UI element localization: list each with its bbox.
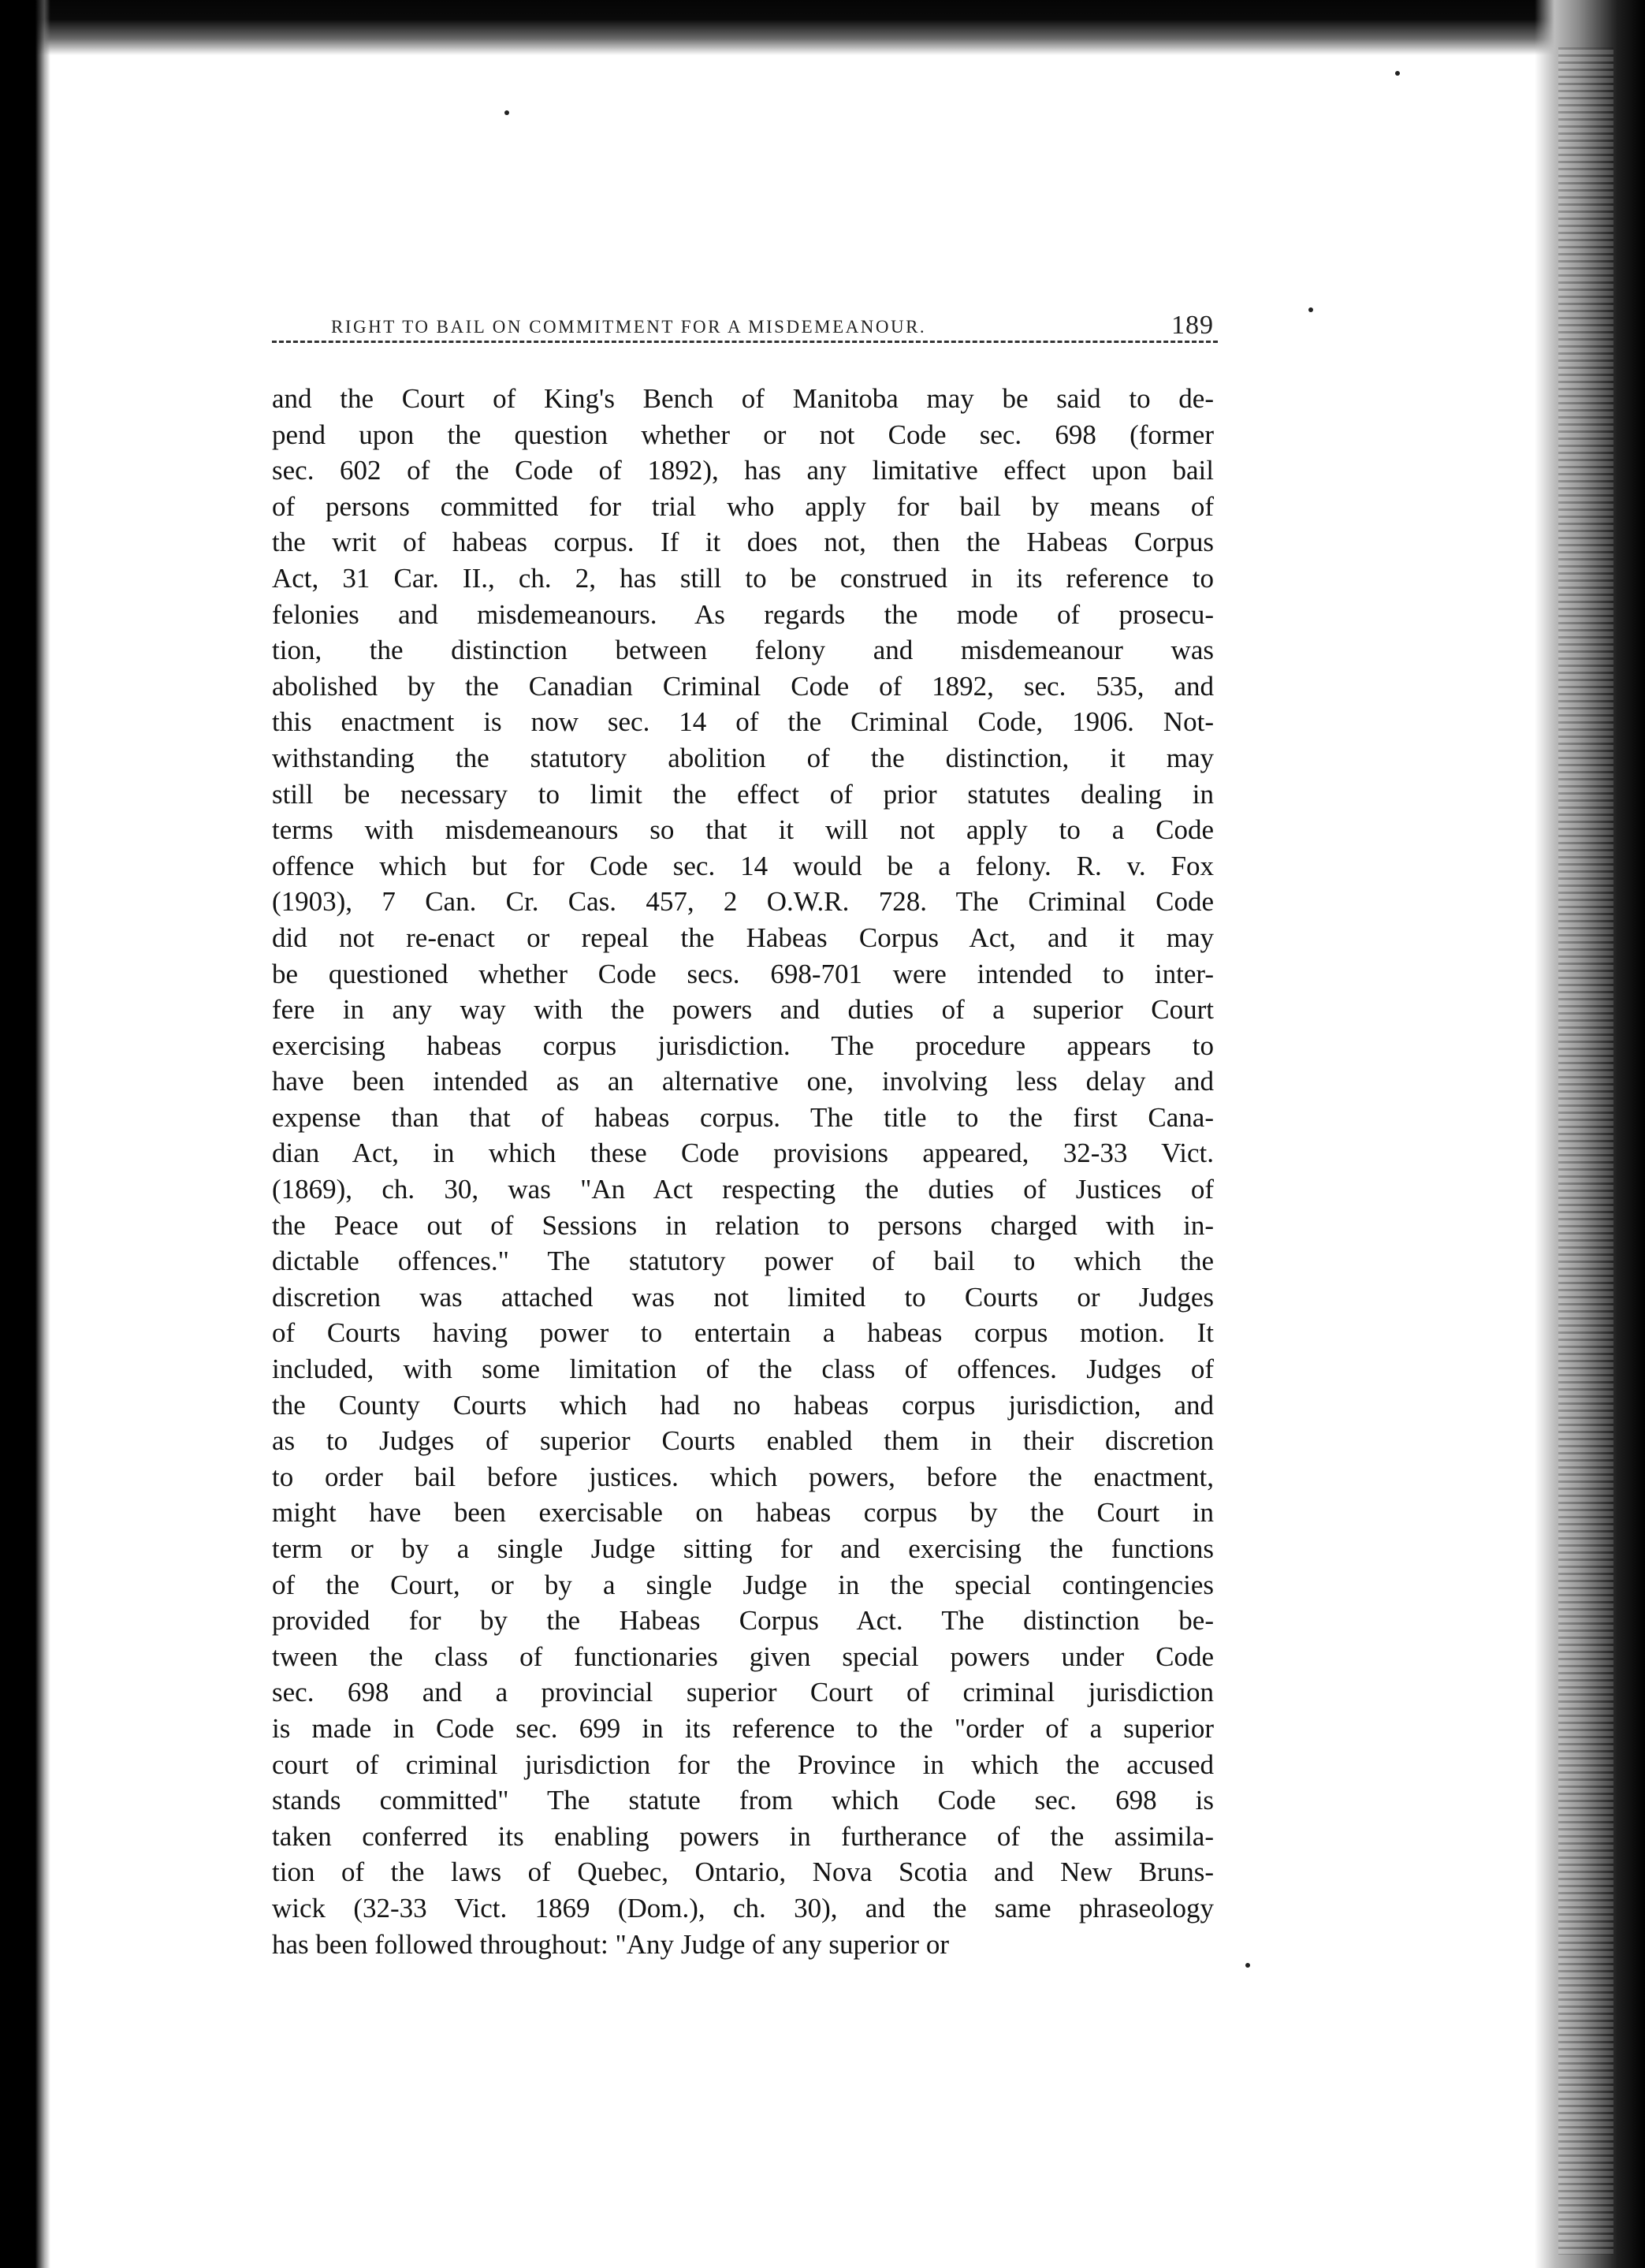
text-line: discretion was attached was not limited to Courts or Judges (272, 1281, 1214, 1313)
text-line: (1903), 7 Can. Cr. Cas. 457, 2 O.W.R. 728. The Criminal Code (272, 886, 1214, 918)
text-line: tion of the laws of Quebec, Ontario, Nova Scotia and New Bruns- (272, 1856, 1214, 1888)
header-rule (272, 341, 1218, 343)
text-line: abolished by the Canadian Criminal Code of 1892, sec. 535, and (272, 670, 1214, 702)
text-line: court of criminal jurisdiction for the Province in which the accused (272, 1748, 1214, 1780)
page-number: 189 (1171, 311, 1214, 340)
text-line: did not re-enact or repeal the Habeas Corpus Act, and it may (272, 922, 1214, 953)
scan-top-edge (0, 0, 1645, 55)
text-line: this enactment is now sec. 14 of the Criminal Code, 1906. Not- (272, 706, 1214, 738)
text-line: be questioned whether Code secs. 698-701 were intended to inter- (272, 958, 1214, 989)
text-line: tion, the distinction between felony and misdemeanour was (272, 635, 1214, 666)
text-line: have been intended as an alternative one, involving less delay and (272, 1066, 1214, 1097)
text-line: provided for by the Habeas Corpus Act. The distinction be- (272, 1605, 1214, 1637)
text-line: stands committed" The statute from which Code sec. 698 is (272, 1785, 1214, 1816)
running-head (272, 300, 1214, 339)
text-line: tween the class of functionaries given special powers under Code (272, 1640, 1214, 1672)
text-line: offence which but for Code sec. 14 would be a felony. R. v. Fox (272, 850, 1214, 881)
text-line: fere in any way with the powers and duties of a superior Court (272, 994, 1214, 1026)
text-line: dian Act, in which these Code provisions appeared, 32-33 Vict. (272, 1138, 1214, 1169)
text-line: withstanding the statutory abolition of the distinction, it may (272, 742, 1214, 773)
text-line: still be necessary to limit the effect of prior statutes dealing in (272, 778, 1214, 810)
text-line: term or by a single Judge sitting for and exercising the functions (272, 1533, 1214, 1564)
text-line: taken conferred its enabling powers in furtherance of the assimila- (272, 1820, 1214, 1852)
text-line: the writ of habeas corpus. If it does not, then the Habeas Corpus (272, 527, 1214, 558)
text-line: to order bail before justices. which powers, before the enactment, (272, 1461, 1214, 1492)
text-line: Act, 31 Car. II., ch. 2, has still to be construed in its reference to (272, 562, 1214, 594)
body-text (272, 381, 1214, 1962)
text-line: of the Court, or by a single Judge in the special contingencies (272, 1569, 1214, 1600)
text-line: the County Courts which had no habeas corpus jurisdiction, and (272, 1389, 1214, 1421)
text-line: included, with some limitation of the class of offences. Judges of (272, 1354, 1214, 1385)
text-line: is made in Code sec. 699 in its reference to the "order of a superior (272, 1712, 1214, 1744)
text-line: of Courts having power to entertain a habeas corpus motion. It (272, 1317, 1214, 1349)
running-head-title: RIGHT TO BAIL ON COMMITMENT FOR A MISDEMEANOUR. (331, 317, 927, 337)
scan-page-stack (1558, 47, 1613, 2255)
text-line: the Peace out of Sessions in relation to persons charged with in- (272, 1209, 1214, 1241)
text-line: expense than that of habeas corpus. The title to the first Cana- (272, 1101, 1214, 1133)
text-line: has been followed throughout: "Any Judge of any superior or (272, 1928, 949, 1960)
text-line: pend upon the question whether or not Code sec. 698 (former (272, 419, 1214, 450)
text-line: as to Judges of superior Courts enabled them in their discretion (272, 1425, 1214, 1457)
text-line: sec. 602 of the Code of 1892), has any limitative effect upon bail (272, 455, 1214, 486)
text-line: dictable offences." The statutory power of bail to which the (272, 1246, 1214, 1277)
text-line: terms with misdemeanours so that it will not apply to a Code (272, 814, 1214, 846)
text-line: and the Court of King's Bench of Manitoba may be said to de- (272, 383, 1214, 414)
text-line: exercising habeas corpus jurisdiction. The procedure appears to (272, 1030, 1214, 1061)
text-line: (1869), ch. 30, was "An Act respecting the duties of Justices of (272, 1174, 1214, 1205)
text-line: wick (32-33 Vict. 1869 (Dom.), ch. 30), and the same phraseology (272, 1892, 1214, 1924)
book-page (272, 300, 1214, 1962)
text-line: felonies and misdemeanours. As regards the mode of prosecu- (272, 598, 1214, 630)
scan-left-edge (0, 0, 50, 2268)
text-line: might have been exercisable on habeas corpus by the Court in (272, 1497, 1214, 1529)
text-line: of persons committed for trial who apply for bail by means of (272, 490, 1214, 522)
text-line: sec. 698 and a provincial superior Court of criminal jurisdiction (272, 1677, 1214, 1708)
